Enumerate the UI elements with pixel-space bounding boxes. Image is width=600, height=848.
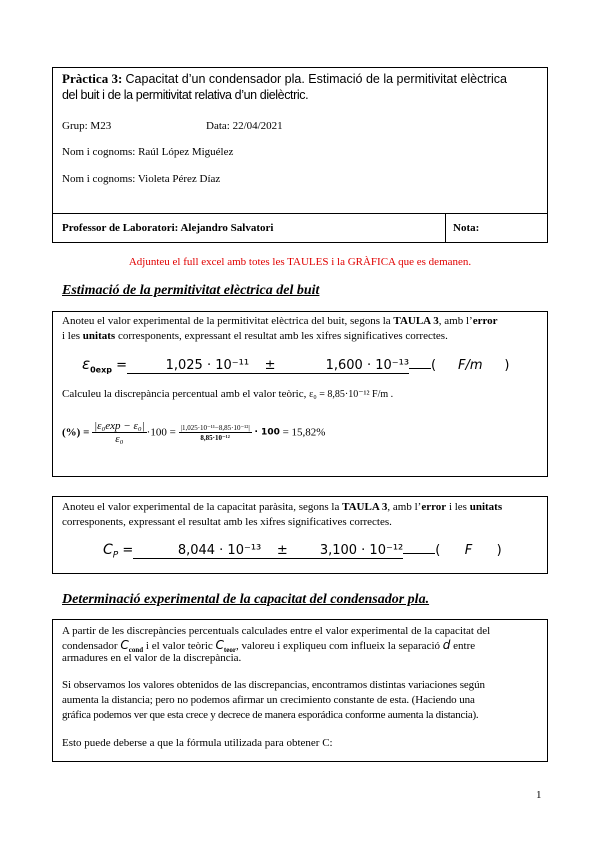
header-divider <box>52 213 548 214</box>
discussion-answer-line2: aumenta la distancia; pero no podemos afirmar un crecimiento constante de esta. (Haciendo una <box>62 694 475 706</box>
permittivity-instruction-line1: Anoteu el valor experimental de la permitivitat elèctrica del buit, segons la TAULA 3, amb l’error <box>62 315 498 327</box>
parasitic-instruction-line2: corresponents, expressant el resultat amb les xifres significatives correctes. <box>62 516 392 528</box>
discussion-answer-line3: gráfica podemos ver que esta crece y decrece de manera esporádica conforme aumenta la distancia). <box>62 709 479 721</box>
cp-error: 3,100 · 10⁻¹² <box>303 543 403 559</box>
eps-value: 1,025 · 10⁻¹¹ <box>127 358 249 374</box>
discrepancy-result: = 15,82% <box>282 426 326 439</box>
eps-pm: ± <box>249 358 291 374</box>
practice-label: Pràctica 3: <box>62 71 123 86</box>
practice-title-line2: del buit i de la permitivitat relativa d’un dielèctric. <box>62 88 309 102</box>
professor-field: Professor de Laboratori: Alejandro Salvatori <box>62 222 274 234</box>
permittivity-instruction-line2: i les unitats corresponents, expressant el resultat amb les xifres significatives correctes. <box>62 330 448 342</box>
section-heading-capacitance: Determinació experimental de la capacitat del condensador pla. <box>62 592 430 607</box>
grade-label: Nota: <box>453 222 480 234</box>
section-heading-permittivity: Estimació de la permitivitat elèctrica del buit <box>62 283 320 298</box>
parasitic-instruction-line1: Anoteu el valor experimental de la capacitat paràsita, segons la TAULA 3, amb l’error i les unitats <box>62 501 503 513</box>
excel-instruction: Adjunteu el full excel amb totes les TAULES i la GRÀFICA que es demanen. <box>128 256 472 268</box>
discussion-question-line1: A partir de les discrepàncies percentuals calculades entre el valor experimental de la capacitat del <box>62 625 491 637</box>
name-field-1: Nom i cognoms: Raúl López Miguélez <box>62 146 234 158</box>
date-field: Data: 22/04/2021 <box>206 120 283 132</box>
discussion-answer-line1: Si observamos los valores obtenidos de las discrepancias, encontramos distintas variaciones según <box>62 679 485 691</box>
eps-units: F/m <box>458 358 483 373</box>
discussion-question-line3: armadures en el valor de la discrepància. <box>62 652 242 664</box>
discrepancy-formula: (%) = $\frac{\text{|ε₀exp − ε₀|}}{\text{ε₀}}$ ·100 = $\frac{\text{|1,025·10⁻¹¹−8,85·10⁻¹²|}}{\text{8,85·10⁻¹²}}$ · 100 = 15,82% <box>62 420 326 445</box>
group-field: Grup: M23 <box>62 120 112 132</box>
eps-error: 1,600 · 10⁻¹³ <box>291 358 409 374</box>
eps-result-line: $\varepsilon_{0exp} = 1,025 \cdot 10^{-11} \pm 1,600 \cdot 10^{-13}$ ( F/m ) <box>82 355 510 375</box>
cp-value: 8,044 · 10⁻¹³ <box>133 543 261 559</box>
discussion-answer-line4: Esto puede deberse a que la fórmula utilizada para obtener C: <box>62 737 333 749</box>
name-field-2: Nom i cognoms: Violeta Pérez Díaz <box>62 173 221 185</box>
page-number: 1 <box>536 789 542 801</box>
practice-title-line1: Capacitat d’un condensador pla. Estimació de la permitivitat elèctrica <box>125 72 507 86</box>
practice-title <box>62 71 507 87</box>
cp-units: F <box>464 543 473 558</box>
discrepancy-instruction: Calculeu la discrepància percentual amb el valor teòric, ε₀ = 8,85·10⁻¹² F/m . <box>62 388 394 400</box>
cp-pm: ± <box>261 543 303 559</box>
discussion-question-line2: condensador $C_{cond}$ i el valor teòric $C_{teor}$, valoreu i expliqueu com influeix la separació d entre <box>62 638 476 655</box>
cp-result-line: $C_P = 8,044 \cdot 10^{-13} \pm 3,100 \cdot 10^{-12}$ ( F ) <box>103 542 502 561</box>
